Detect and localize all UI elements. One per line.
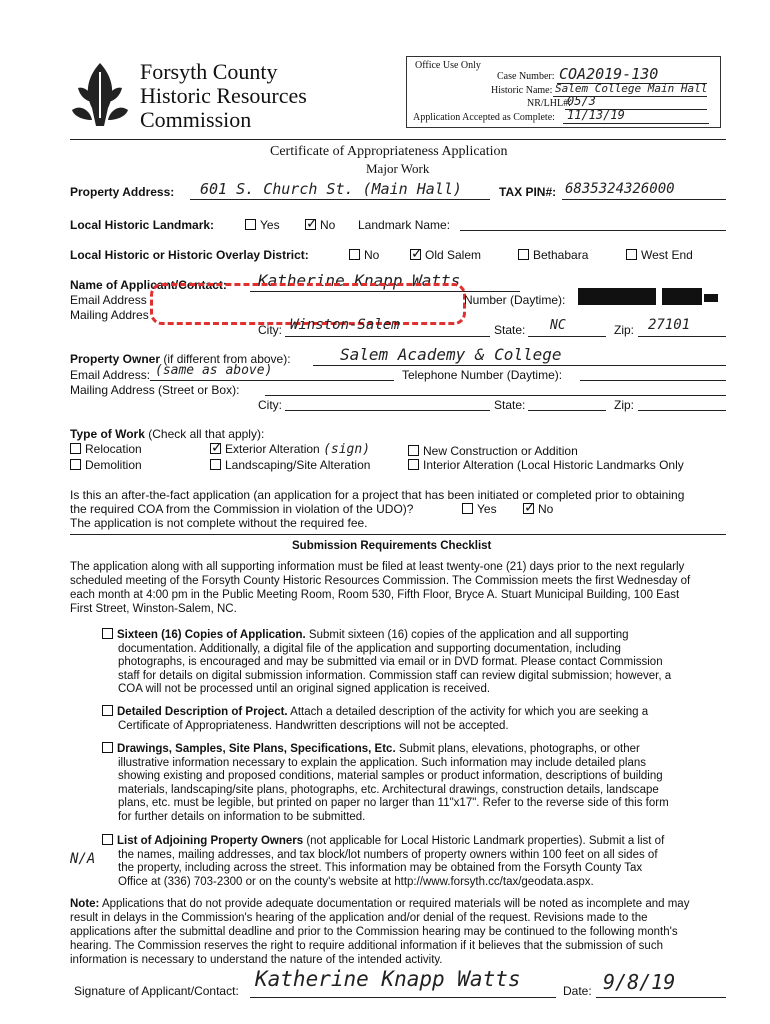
accepted-label: Application Accepted as Complete:: [413, 112, 555, 123]
redacted-phone-2: [662, 288, 702, 305]
historic-name-value: Salem College Main Hall: [555, 82, 708, 95]
work-type-note: (Check all that apply):: [148, 427, 265, 441]
item-line: plans, etc. must be legible, but printed on paper no larger than 11"x17". Refer to the reverse side of this form: [118, 797, 669, 809]
item-line: photographs, is encouraged and may be submitted via email or in DVD format. Please contact Commission: [118, 656, 663, 668]
work-type-label: Type of Work: [70, 427, 145, 441]
checklist-item-adjoining: [102, 834, 664, 889]
owner-state-label: State:: [494, 398, 526, 412]
work-new-construction-checkbox[interactable]: [408, 445, 419, 456]
work-demolition-label: Demolition: [85, 458, 142, 472]
intro-line: each month at 4:00 pm in the Public Meeting Room, Room 530, Fifth Floor, Bryce A. Stuart Municipal Building, 100 East: [70, 589, 680, 601]
nr-lhl-value: 05/3: [567, 94, 596, 108]
item-line: materials, landscaping/site plans, photographs, etc. Architectural drawings, construction details, landscape: [118, 783, 659, 796]
nr-lhl-label: NR/LHL#:: [527, 98, 571, 109]
office-use-title: Office Use Only: [415, 60, 481, 71]
item-line: Submit sixteen (16) copies of the application and all supporting: [305, 629, 629, 641]
date-label: Date:: [563, 984, 592, 998]
work-landscaping-checkbox[interactable]: [210, 459, 221, 470]
tax-pin-label: TAX PIN#:: [499, 185, 557, 199]
district-bethabara-option[interactable]: [518, 248, 588, 262]
landmark-no-label: No: [320, 218, 336, 232]
owner-zip-label: Zip:: [614, 398, 635, 412]
work-demolition-option[interactable]: [70, 458, 142, 472]
case-number-label: Case Number:: [497, 71, 555, 82]
work-exterior-label: Exterior Alteration: [225, 442, 320, 456]
work-landscaping-label: Landscaping/Site Alteration: [225, 458, 371, 472]
after-fact-no-option[interactable]: [523, 502, 553, 516]
work-relocation-label: Relocation: [85, 442, 142, 456]
landmark-yes-label: Yes: [260, 218, 280, 232]
property-address-value[interactable]: 601 S. Church St. (Main Hall): [200, 180, 462, 198]
checklist-item-description: [102, 705, 648, 733]
item-line: the names, mailing addresses, and tax block/lot numbers of property owners within 100 feet on all sides of: [118, 848, 658, 861]
historic-name-label: Historic Name:: [491, 85, 553, 96]
work-interior-option[interactable]: [408, 458, 684, 472]
work-landscaping-option[interactable]: [210, 458, 370, 472]
work-exterior-checkbox[interactable]: [210, 443, 221, 454]
district-west-end-checkbox[interactable]: [626, 249, 637, 260]
org-name-line3: Commission: [140, 107, 252, 132]
applicant-value[interactable]: Katherine Knapp Watts: [258, 271, 461, 290]
applicant-zip-label: Zip:: [614, 323, 635, 337]
district-label: Local Historic or Historic Overlay District:: [70, 248, 309, 262]
note-line: result in delays in the Commission's hearing of the application and/or denial of the request. Revisions made to the: [70, 912, 648, 924]
district-west-end-option[interactable]: [626, 248, 693, 262]
district-old-salem-option[interactable]: [410, 248, 481, 262]
note-paragraph: [70, 897, 689, 967]
applicant-zip-value[interactable]: 27101: [648, 317, 691, 333]
owner-email-value[interactable]: (same as above): [155, 363, 273, 378]
item-title: Drawings, Samples, Site Plans, Specifications, Etc.: [117, 743, 396, 755]
owner-note: (if different from above):: [163, 352, 291, 366]
owner-value[interactable]: Salem Academy & College: [340, 345, 562, 364]
work-new-construction-label: New Construction or Addition: [423, 444, 578, 458]
landmark-no-option[interactable]: [305, 218, 335, 232]
work-exterior-option[interactable]: [210, 442, 370, 457]
work-demolition-checkbox[interactable]: [70, 459, 81, 470]
applicant-state-label: State:: [494, 323, 526, 337]
checklist-item-drawings: [102, 742, 669, 824]
note-line: hearing. The Commission reserves the right to require additional information if it believes that the submission of such: [70, 940, 663, 952]
work-exterior-note: (sign): [323, 442, 371, 457]
applicant-telephone-label: Number (Daytime):: [464, 293, 566, 307]
tax-pin-value[interactable]: 6835324326000: [565, 181, 675, 197]
work-relocation-option[interactable]: [70, 442, 142, 456]
after-fact-no-checkbox[interactable]: [523, 503, 534, 514]
owner-telephone-label: Telephone Number (Daytime):: [402, 368, 563, 382]
applicant-email-label: Email Address: [70, 293, 147, 307]
item-line: for further details on information to be submitted.: [118, 810, 366, 823]
intro-line: The application along with all supporting information must be filed at least twenty-one (21) days prior to the next regularly: [70, 561, 685, 573]
after-fact-no-label: No: [538, 502, 554, 516]
redacted-phone-3: [704, 294, 718, 302]
district-bethabara-label: Bethabara: [533, 248, 589, 262]
intro-line: scheduled meeting of the Forsyth County Historic Resources Commission. The Commission meets the first Wednesday of: [70, 575, 691, 587]
work-relocation-checkbox[interactable]: [70, 443, 81, 454]
work-interior-checkbox[interactable]: [408, 459, 419, 470]
item-title: Detailed Description of Project.: [117, 706, 288, 718]
org-name-line1: Forsyth County: [140, 59, 278, 84]
applicant-label: Name of Applicant/Contact:: [70, 278, 227, 292]
form-title: Certificate of Appropriateness Application: [270, 144, 508, 159]
work-type-label-group: [70, 427, 264, 441]
item-line: the property, including across the street. This information may be obtained from the Forsyth County Tax: [118, 862, 643, 874]
note-line: applications after the submittal deadline and prior to the Commission hearing may be continued to the following month's: [70, 926, 678, 938]
applicant-state-value[interactable]: NC: [550, 318, 566, 333]
applicant-city-label: City:: [258, 323, 282, 337]
intro-line: First Street, Winston-Salem, NC.: [70, 603, 237, 615]
owner-mailing-label: Mailing Address (Street or Box):: [70, 383, 240, 397]
district-bethabara-checkbox[interactable]: [518, 249, 529, 260]
note-line: information is necessary to understand the nature of the intended activity.: [70, 954, 443, 966]
work-interior-label: Interior Alteration (Local Historic Landmarks Only: [423, 458, 684, 472]
item-line: (not applicable for Local Historic Landmark properties). Submit a list of: [303, 835, 665, 847]
landmark-no-checkbox[interactable]: [305, 219, 316, 230]
checklist-drawings-checkbox[interactable]: [102, 742, 113, 753]
item-line: Attach a detailed description of the activity for which you are seeking a: [287, 706, 649, 718]
item-line: Submit plans, elevations, photographs, or other: [395, 743, 640, 755]
after-fact-question: Is this an after-the-fact application (an application for a project that has been initiated or completed prior to obtaining: [70, 488, 685, 502]
district-no-option[interactable]: [349, 248, 379, 262]
date-value[interactable]: 9/8/19: [603, 970, 676, 994]
note-label: Note:: [70, 898, 100, 910]
applicant-city-value[interactable]: Winston-Salem: [290, 317, 400, 333]
checklist-description-checkbox[interactable]: [102, 705, 113, 716]
landmark-yes-option[interactable]: [245, 218, 280, 232]
case-number-value: COA2019-130: [559, 65, 659, 83]
checklist-copies-checkbox[interactable]: [102, 628, 113, 639]
property-address-label: Property Address:: [70, 185, 175, 199]
item4-margin-note: N/A: [70, 851, 96, 867]
after-fact-yes-option[interactable]: [462, 502, 497, 516]
landmark-yes-checkbox[interactable]: [245, 219, 256, 230]
landmark-name-label: Landmark Name:: [358, 218, 451, 232]
item-title: Sixteen (16) Copies of Application.: [117, 629, 306, 641]
item-line: illustrative information necessary to explain the application. Such information may include detailed plans: [118, 756, 647, 769]
signature-value[interactable]: Katherine Knapp Watts: [255, 967, 521, 991]
logo: [70, 58, 130, 128]
district-west-end-label: West End: [641, 248, 693, 262]
after-fact-yes-checkbox[interactable]: [462, 503, 473, 514]
fee-note: The application is not complete without the required fee.: [70, 516, 368, 530]
checklist-title: Submission Requirements Checklist: [292, 540, 492, 552]
org-name-line2: Historic Resources: [140, 83, 307, 108]
item-line: staff for details on digital submission information. Commission staff can review digital submission; however, a: [118, 669, 672, 682]
after-fact-question-cont: the required COA from the Commission in violation of the UDO)?: [70, 502, 414, 516]
applicant-mailing-label: Mailing Addres: [70, 308, 149, 322]
office-use-box: [406, 56, 721, 128]
item-title: List of Adjoining Property Owners: [117, 835, 304, 847]
item-line: showing existing and proposed conditions, material samples or product information, descriptions of building: [118, 770, 663, 782]
checklist-intro: [70, 560, 690, 616]
checklist-adjoining-checkbox[interactable]: [102, 834, 113, 845]
redacted-phone-1: [578, 288, 656, 305]
item-line: COA will not be processed until an original signed application is received.: [118, 683, 491, 695]
district-no-checkbox[interactable]: [349, 249, 360, 260]
checklist-item-copies: [102, 628, 671, 697]
accepted-value: 11/13/19: [567, 108, 625, 122]
landmark-label: Local Historic Landmark:: [70, 218, 215, 232]
work-new-construction-option[interactable]: [408, 444, 578, 458]
hrc-logo-icon: [70, 58, 130, 128]
note-line: Applications that do not provide adequate documentation or required materials will be noted as incomplete and may: [99, 898, 690, 910]
owner-city-label: City:: [258, 398, 282, 412]
district-no-label: No: [364, 248, 380, 262]
district-old-salem-checkbox[interactable]: [410, 249, 421, 260]
item-line: documentation. Additionally, a digital file of the application and supporting documentation, including: [118, 642, 621, 655]
signature-label: Signature of Applicant/Contact:: [74, 984, 239, 998]
form-subtitle: Major Work: [366, 161, 430, 176]
owner-email-label: Email Address:: [70, 368, 151, 382]
district-old-salem-label: Old Salem: [425, 248, 482, 262]
after-fact-yes-label: Yes: [477, 502, 497, 516]
owner-label: Property Owner: [70, 352, 161, 366]
item-line: Office at (336) 703-2300 or on the county's website at http://www.forsyth.cc/tax/geodata.aspx.: [118, 875, 594, 888]
item-line: Certificate of Appropriateness. Handwritten descriptions will not be accepted.: [118, 719, 509, 732]
